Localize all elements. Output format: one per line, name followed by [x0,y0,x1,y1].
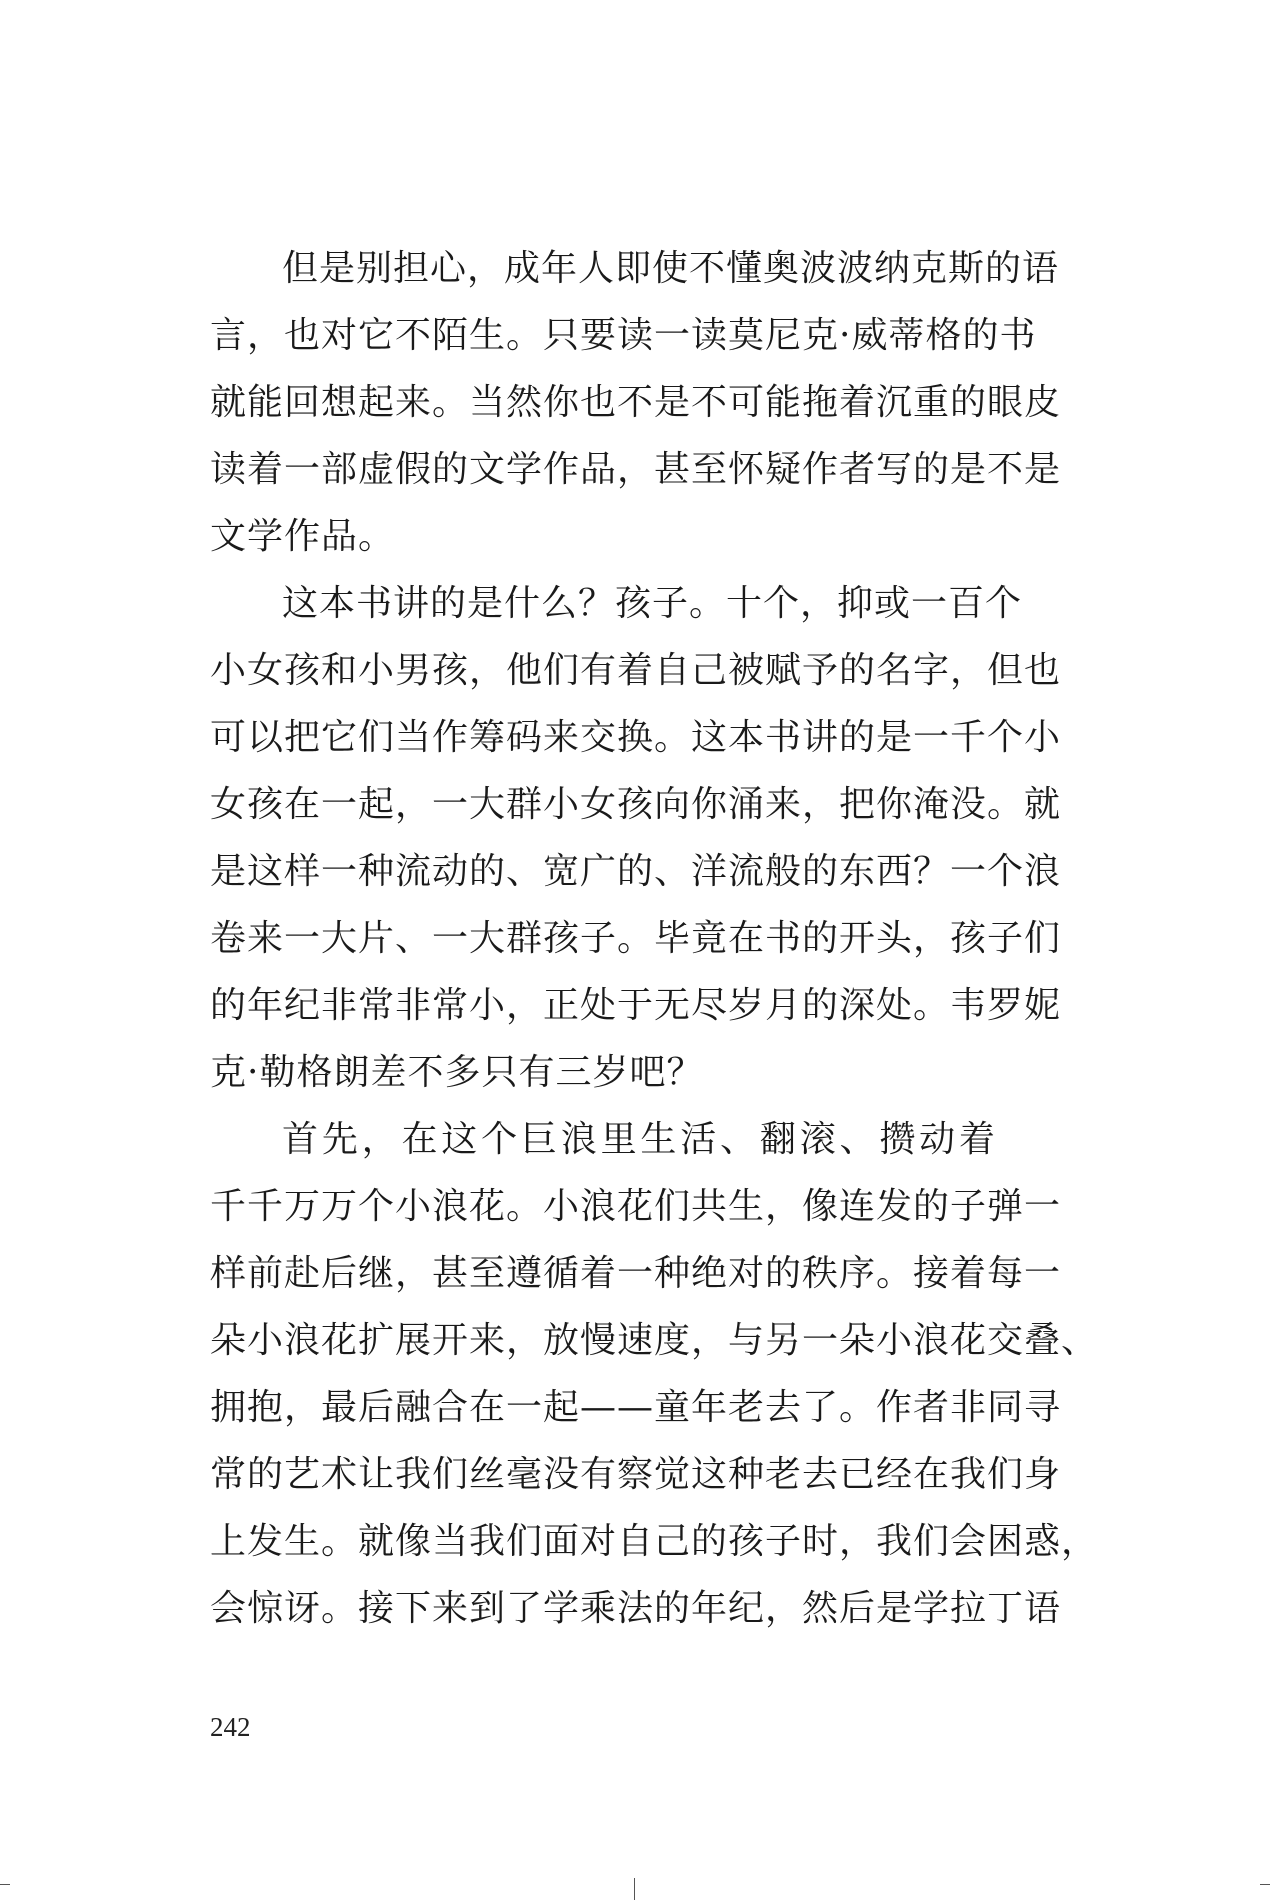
crop-mark-right [1260,1884,1270,1885]
paragraph-3-line-8: 会惊讶。接下来到了学乘法的年纪，然后是学拉丁语 [210,1588,1062,1629]
paragraph-3-line-3: 样前赴后继，甚至遵循着一种绝对的秩序。接着每一 [210,1253,1062,1294]
paragraph-1-line-3: 就能回想起来。当然你也不是不可能拖着沉重的眼皮 [210,382,1062,423]
paragraph-3-line-1: 首先，在这个巨浪里生活、翻滚、攒动着 [282,1119,996,1160]
paragraph-2-line-8: 克·勒格朗差不多只有三岁吧？ [210,1052,704,1093]
paragraph-3-line-5: 拥抱，最后融合在一起——童年老去了。作者非同寻 [210,1387,1062,1428]
paragraph-1-line-5: 文学作品。 [210,516,396,557]
paragraph-1-line-2: 言，也对它不陌生。只要读一读莫尼克·威蒂格的书 [210,315,1037,356]
paragraph-3-line-6: 常的艺术让我们丝毫没有察觉这种老去已经在我们身 [210,1454,1062,1495]
paragraph-3-line-7: 上发生。就像当我们面对自己的孩子时，我们会困惑， [210,1521,1099,1562]
paragraph-2-line-5: 是这样一种流动的、宽广的、洋流般的东西？一个浪 [210,851,1062,892]
paragraph-2-line-7: 的年纪非常非常小，正处于无尽岁月的深处。韦罗妮 [210,985,1062,1026]
paragraph-1-line-4: 读着一部虚假的文学作品，甚至怀疑作者写的是不是 [210,449,1062,490]
paragraph-2-line-1: 这本书讲的是什么？孩子。十个，抑或一百个 [282,583,1023,624]
paragraph-2-line-6: 卷来一大片、一大群孩子。毕竟在书的开头，孩子们 [210,918,1062,959]
crop-mark-left [0,1884,10,1885]
paragraph-3-line-4: 朵小浪花扩展开来，放慢速度，与另一朵小浪花交叠、 [210,1320,1099,1361]
paragraph-1-line-1: 但是别担心，成年人即使不懂奥波波纳克斯的语 [282,248,1060,289]
body-text [210,235,1099,1642]
paragraph-2-line-2: 小女孩和小男孩，他们有着自己被赋予的名字，但也 [210,650,1062,691]
paragraph-3-line-2: 千千万万个小浪花。小浪花们共生，像连发的子弹一 [210,1186,1062,1227]
crop-mark-center [634,1878,635,1900]
paragraph-2-line-3: 可以把它们当作筹码来交换。这本书讲的是一千个小 [210,717,1062,758]
page-number: 242 [210,1712,251,1742]
paragraph-2-line-4: 女孩在一起，一大群小女孩向你涌来，把你淹没。就 [210,784,1062,825]
